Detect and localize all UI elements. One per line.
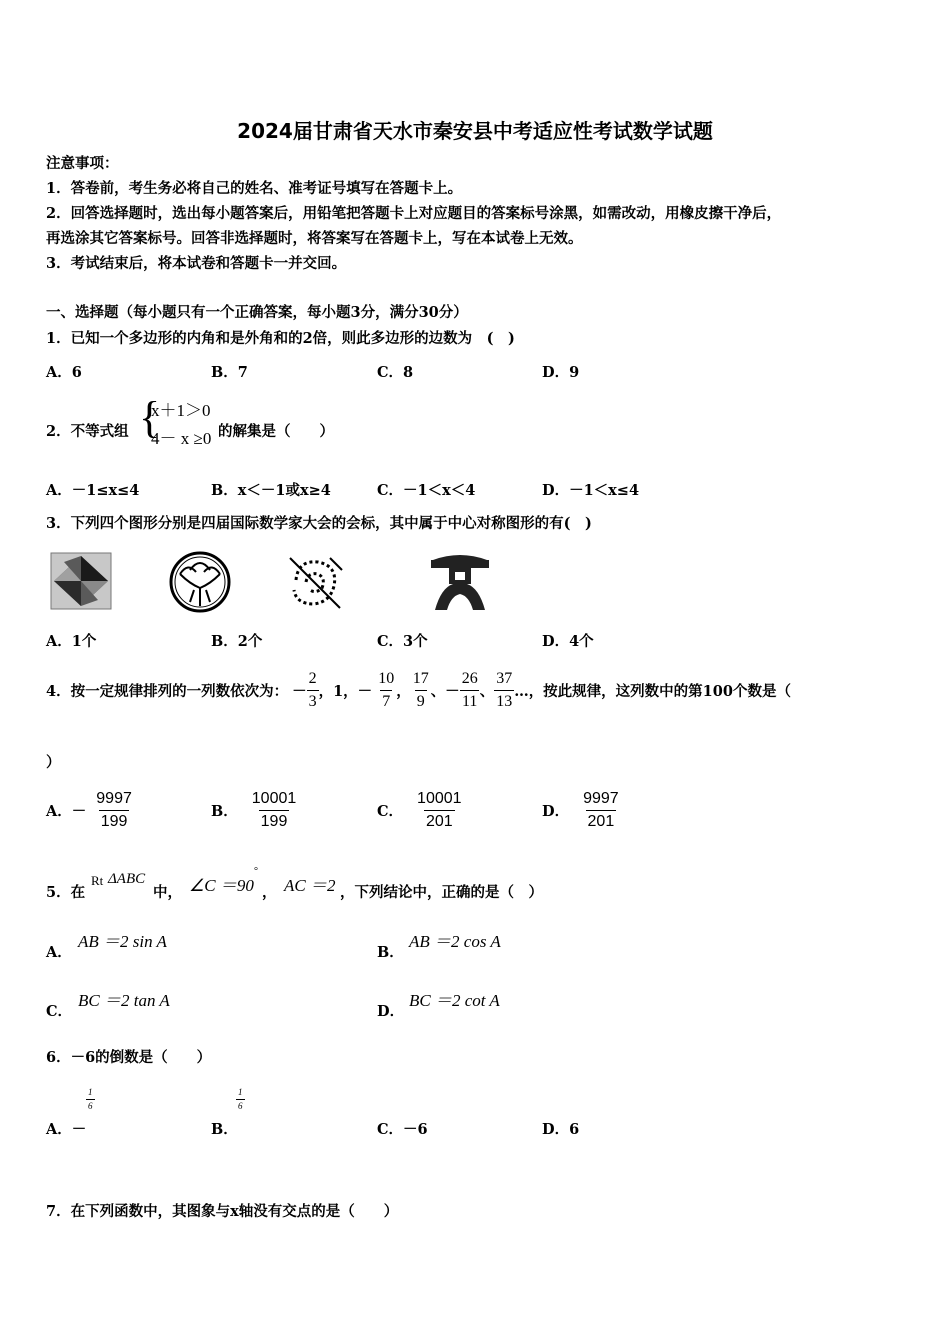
q4-fraction-3-den: 9 [415,690,427,711]
page-title: 2024届甘肃省天水市秦安县中考适应性考试数学试题 [237,119,713,143]
q6-option-c: C．－6 [377,1121,428,1138]
q6-option-a-label: A．－ [46,1121,87,1138]
q4-fraction-1-num: 2 [308,669,317,687]
q1-option-a: A．6 [46,364,82,381]
q4-fraction-2-num: 10 [378,669,395,687]
logo-circle-figure [168,550,232,614]
logo-pinwheel-figure [50,552,112,610]
q3-option-a: A．1个 [46,633,97,650]
q1-option-c: C．8 [377,364,414,381]
q4-option-c-fraction [415,790,464,831]
q5-ac: AC ＝2 [284,876,336,895]
q6-option-d: D．6 [542,1121,580,1138]
q4-fraction-5 [494,670,514,711]
q5-option-c-label: C． [46,1003,73,1020]
q6-option-b-den: 6 [238,1101,243,1111]
q4-fraction-4-den: 11 [460,690,479,711]
q4-suffix: …，按此规律，这列数中的第100个数是（ [514,682,791,700]
q5-triangle: ΔABC [108,871,146,887]
q6-option-b-num: 1 [238,1087,243,1097]
q5-option-b-label: B． [377,944,404,961]
q2-suffix: 的解集是（ ） [218,423,334,440]
q4-option-b-num: 10001 [251,789,297,807]
q7-stem: 7．在下列函数中，其图象与x轴没有交点的是（ ） [46,1203,399,1220]
q4-option-a-fraction [94,790,134,831]
notes-item-1: 1．答卷前，考生务必将自己的姓名、准考证号填写在答题卡上。 [46,180,463,197]
q4-fraction-5-num: 37 [496,669,513,687]
q4-option-b-den: 199 [259,810,290,831]
q4-option-b [211,786,298,834]
q5-prefix: 5．在 [46,884,86,901]
q2-brace: { [139,393,161,442]
q4-option-d [542,786,621,834]
notes-item-3: 3．考试结束后，将本试卷和答题卡一并交回。 [46,255,347,272]
section-heading: 一、选择题（每小题只有一个正确答案，每小题3分，满分30分） [46,304,468,321]
q4-option-a-num: 9997 [96,789,132,807]
q4-option-b-label: B． [211,802,238,820]
q5-option-d: BC ＝2 cot A [409,991,500,1010]
q4-fraction-1-den: 3 [307,690,319,711]
q6-option-a-num: 1 [88,1087,93,1097]
q4-fraction-3-num: 17 [412,669,429,687]
q4-fraction-3 [411,670,431,711]
q6-stem: 6．－6的倒数是（ ） [46,1049,212,1066]
q5-option-c: BC ＝2 tan A [78,991,170,1010]
q4-option-a-label: A．－ [46,802,87,820]
q4-prefix: 4．按一定规律排列的一列数依次为： [46,682,289,700]
q1-option-d: D．9 [542,364,580,381]
q5-suffix: ，下列结论中，正确的是（ ） [340,884,543,901]
logo-dotted-figure [284,550,350,614]
q4-fraction-5-den: 13 [494,690,514,711]
q4-stem [46,666,791,714]
q4-close-paren: ） [46,754,61,771]
q4-option-d-fraction [581,790,621,831]
q2-inequality-1: x＋1＞0 [151,401,211,420]
q6-option-b-label: B． [211,1121,238,1138]
q3-option-d: D．4个 [542,633,594,650]
q1-option-b: B．7 [211,364,248,381]
q2-option-d: D．－1＜x≤4 [542,482,640,499]
q5-option-a-label: A． [46,944,72,961]
q3-option-c: C．3个 [377,633,428,650]
notes-item-2-line-1: 2．回答选择题时，选出每小题答案后，用铅笔把答题卡上对应题目的答案标号涂黑，如需改动，用橡皮擦干净后， [46,205,782,222]
q2-option-b: B．x＜－1或x≥4 [211,482,331,499]
q6-option-a-fraction [86,1088,95,1111]
q4-minus: － [292,682,307,700]
q4-option-c-label: C． [377,802,404,820]
q5-degree: ° [254,866,258,877]
q4-fraction-2 [376,670,396,711]
logo-pavilion-figure [427,552,493,612]
q4-option-d-den: 201 [586,810,617,831]
notes-item-2-line-2: 再选涂其它答案标号。回答非选择题时，将答案写在答题卡上，写在本试卷上无效。 [46,230,583,247]
q6-option-b-fraction [236,1088,245,1111]
q6-option-a-den: 6 [88,1101,93,1111]
q4-option-c [377,786,464,834]
q1-stem: 1．已知一个多边形的内角和是外角和的2倍，则此多边形的边数为 ( ) [46,330,515,347]
q4-option-c-num: 10001 [417,789,462,807]
q4-sep-2: 、－ [430,682,460,700]
q4-fraction-4 [460,670,480,711]
q4-option-a [46,786,134,834]
q4-option-d-num: 9997 [583,789,619,807]
q5-option-b: AB ＝2 cos A [409,932,501,951]
q4-option-a-den: 199 [99,810,130,831]
q3-option-b: B．2个 [211,633,263,650]
q4-one: ，1，－ [318,682,373,700]
q5-option-d-label: D． [377,1003,405,1020]
q3-stem: 3．下列四个图形分别是四届国际数学家大会的会标，其中属于中心对称图形的有( ) [46,515,592,532]
q4-fraction-4-num: 26 [461,669,478,687]
q5-comma: ， [262,884,277,901]
q5-rt-prefix: Rt [91,873,104,888]
q4-sep-3: 、 [479,682,495,700]
q2-prefix: 2．不等式组 [46,423,129,440]
q4-option-d-label: D． [542,802,570,820]
q4-option-b-fraction [250,790,299,831]
q2-option-a: A．－1≤x≤4 [46,482,140,499]
q4-fraction-1 [307,670,319,711]
q5-option-a: AB ＝2 sin A [78,932,167,951]
q4-sep-1: ， [396,682,411,700]
q2-inequality-2: 4－ x ≥0 [151,429,212,448]
q5-angle: ∠C ＝90 [189,876,254,895]
q2-option-c: C．－1＜x＜4 [377,482,476,499]
q4-option-c-den: 201 [424,810,455,831]
q5-mid: 中， [153,884,182,901]
q4-fraction-2-den: 7 [380,690,392,711]
notes-heading: 注意事项： [46,155,119,172]
